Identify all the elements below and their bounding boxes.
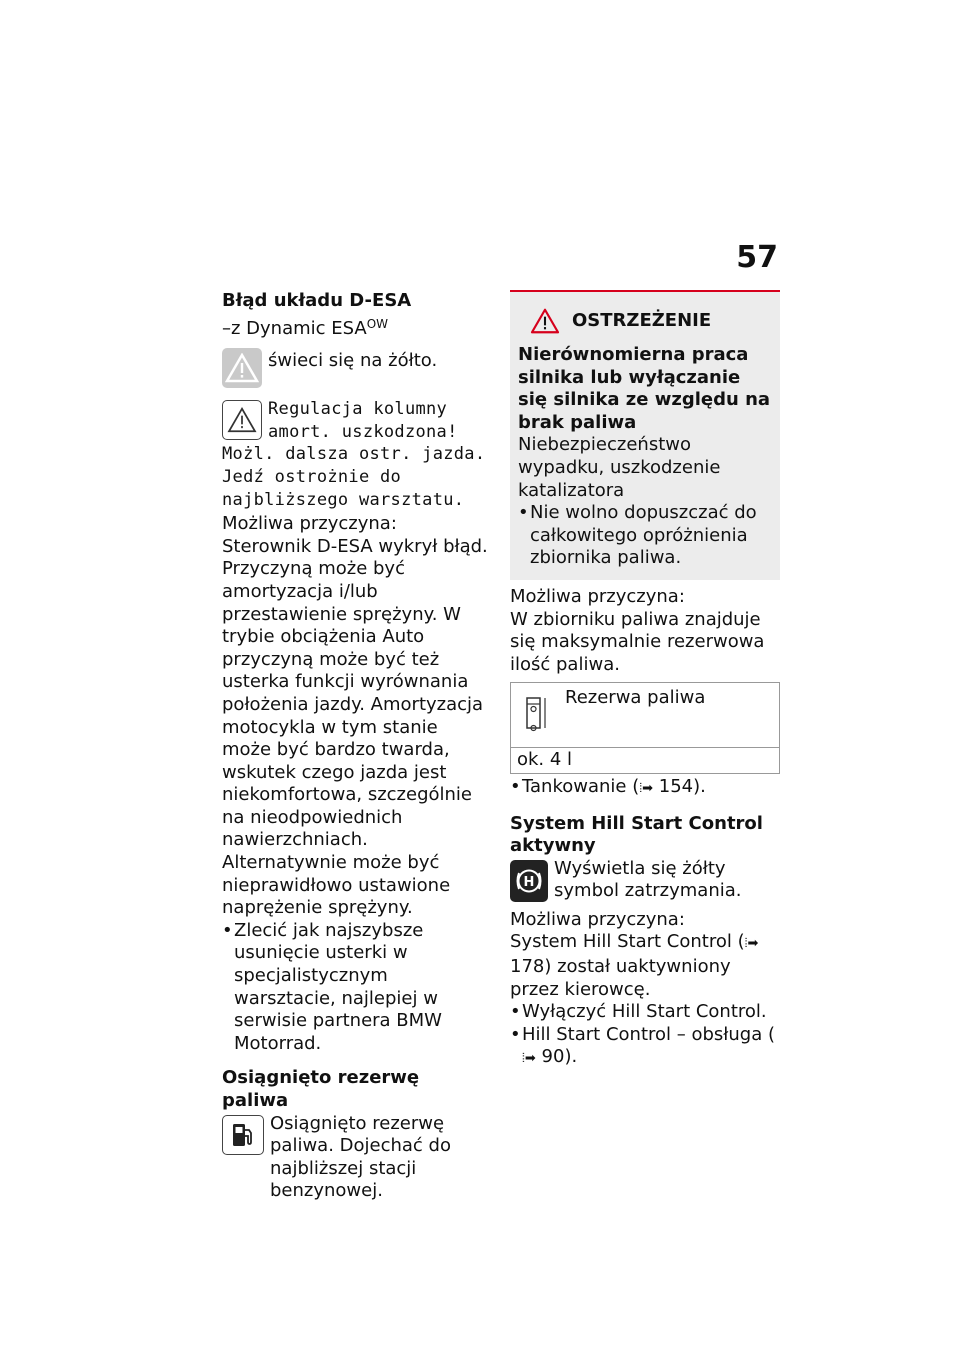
indicator-text: świeci się na żółto.: [268, 350, 438, 372]
section-title-fuel: Osiągnięto rezerwę paliwa: [222, 1067, 420, 1111]
left-column: [222, 290, 490, 1203]
cause-text: W zbiorniku paliwa znajduje się maksymalnie rezerwowa ilość paliwa.: [510, 608, 765, 675]
right-column: [510, 290, 780, 1071]
svg-text:H: H: [523, 874, 535, 890]
warning-heading: Nierównomierna praca silnika lub wyłączanie się silnika ze względu na brak paliwa: [518, 344, 771, 433]
warning-text: Niebezpieczeństwo wypadku, uszkodzenie katalizatora: [518, 434, 721, 501]
cause-label: Możliwa przyczyna:: [222, 513, 397, 535]
cause-text: Sterownik D-ESA wykrył błąd. Przyczyną może być amortyzacja i/lub przestawienie sprężyny. W trybie obciążenia Auto przyczyną może być też usterka funkcji wyrównania położenia jazdy. Amortyzacja motocykla w tym stanie może być bardzo twarda, wskutek czego jazda jest niekomfortowa, szczególnie na nieodpowiednich nawierzchniach. Alternatywnie może być nieprawidłowo ustawione naprężenie sprężyny.: [222, 535, 488, 919]
fuel-text: Osiągnięto rezerwę paliwa. Dojechać do najbliższej stacji benzynowej.: [270, 1112, 451, 1202]
display-message: Regulacja kolumny amort. uszkodzona! Możl. dalsza ostr. jazda. Jedź ostrożnie do najbliższego warsztatu.: [222, 399, 486, 510]
hsc-cause-text: System Hill Start Control (⦙➡ 178) został uaktywniony przez kierowcę.: [510, 931, 759, 1000]
warning-box: [510, 290, 780, 580]
page-ref-arrow-icon: ⦙➡: [744, 936, 759, 952]
warning-bullet: • Nie wolno dopuszczać do całkowitego opróżnienia zbiornika paliwa.: [518, 502, 757, 569]
hsc-indicator-text: Wyświetla się żółty symbol zatrzymania.: [554, 857, 742, 902]
table-label: Rezerwa paliwa: [565, 687, 706, 709]
fuel-gauge-icon: [521, 695, 551, 735]
hill-start-icon: [510, 860, 548, 902]
warning-triangle-icon: [222, 348, 262, 388]
warning-triangle-icon: [530, 308, 560, 334]
hsc-indicator-row: [510, 858, 780, 903]
page-ref-arrow-icon: ⦙➡: [639, 780, 654, 796]
section-title-hsc: System Hill Start Control aktywny: [510, 812, 763, 857]
indicator-row: [222, 346, 490, 388]
cause-label: Możliwa przyczyna:: [510, 908, 685, 930]
warning-triangle-outline-icon: [222, 400, 262, 440]
bullet-item: • Hill Start Control – obsługa (⦙➡ 90).: [510, 1024, 780, 1071]
fuel-row: [222, 1113, 490, 1203]
refuel-bullet: • Tankowanie (⦙➡ 154).: [510, 776, 780, 801]
cause-label: Możliwa przyczyna:: [510, 585, 685, 607]
fuel-reserve-table: [510, 682, 780, 774]
section-title-desa: Błąd układu D-ESA: [222, 290, 412, 311]
fuel-pump-icon: [222, 1115, 264, 1155]
page-ref-arrow-icon: ⦙➡: [522, 1051, 536, 1067]
table-header-cell: [511, 683, 779, 748]
condition-line: –z Dynamic $ESA^{OW}$: [222, 316, 389, 339]
page-number: 57: [736, 240, 778, 275]
table-value: ok. 4 l: [517, 749, 573, 771]
bullet-item: • Zlecić jak najszybsze usunięcie usterki w specjalistycznym warsztacie, najlepiej w serwisie partnera BMW Motorrad.: [222, 919, 442, 1054]
warning-label: OSTRZEŻENIE: [572, 309, 712, 331]
bullet-item: • Wyłączyć Hill Start Control.: [510, 1001, 767, 1023]
